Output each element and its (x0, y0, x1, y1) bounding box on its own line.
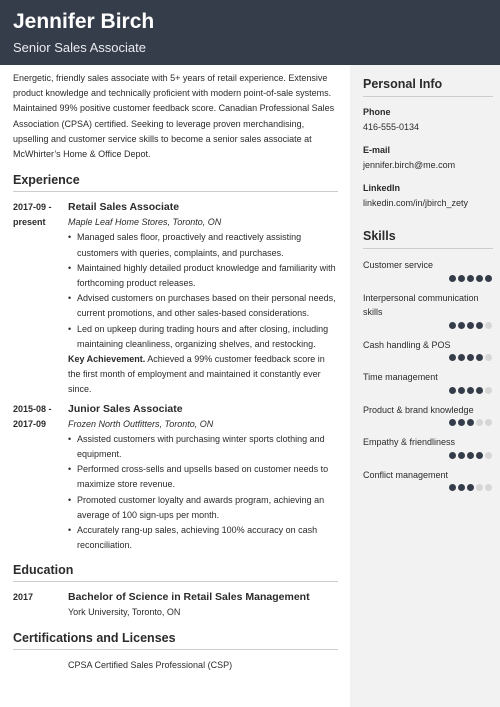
job-body (68, 200, 338, 397)
rating-dot-filled-icon (458, 484, 465, 491)
job-entry (13, 200, 338, 397)
summary-paragraph: Energetic, friendly sales associate with 5+ years of retail experience. Extensive product knowledge and technically proficient with modern point-of-sale systems. Maintained 99% positive customer feedback score. Canadian Professional Sales Association (CPSA) certified. Seeking to leverage proven merchandising, upselling and customer service skills to become a senior sales associate at McWhirter’s Home & Office Depot. (13, 73, 335, 160)
email-value[interactable]: jennifer.birch@me.com (363, 160, 456, 170)
job-role: Retail Sales Associate (68, 201, 180, 214)
rating-dot-filled-icon (449, 484, 456, 491)
rating-dot-empty-icon (485, 452, 492, 459)
rating-dot-filled-icon (467, 387, 474, 394)
rating-dot-filled-icon (458, 387, 465, 394)
skill-item (363, 258, 493, 282)
key-achievement (68, 352, 338, 398)
certification-date-spacer (13, 658, 68, 673)
skill-name: Interpersonal communication skills (363, 292, 479, 317)
skill-rating (363, 275, 493, 282)
rating-dot-filled-icon (467, 322, 474, 329)
education-body (68, 590, 338, 620)
skill-rating (363, 452, 493, 459)
rating-dot-filled-icon (476, 354, 483, 361)
rating-dot-filled-icon (449, 419, 456, 426)
rating-dot-filled-icon (458, 452, 465, 459)
email-label: E-mail (363, 145, 391, 155)
job-dates (13, 200, 68, 397)
rating-dot-empty-icon (485, 484, 492, 491)
job-dates (13, 402, 68, 554)
phone-value: 416-555-0134 (363, 122, 420, 132)
rating-dot-empty-icon (485, 322, 492, 329)
job-date-start: 2015-08 - (13, 403, 52, 414)
certifications-heading: Certifications and Licenses (13, 630, 338, 650)
rating-dot-filled-icon (476, 322, 483, 329)
rating-dot-empty-icon (476, 484, 483, 491)
rating-dot-empty-icon (485, 354, 492, 361)
skills-list (363, 258, 493, 491)
job-bullet: • Performed cross-sells and upsells based on customer needs to maximize store revenue. (68, 462, 338, 492)
skill-name: Conflict management (363, 469, 449, 480)
rating-dot-filled-icon (467, 354, 474, 361)
linkedin-value[interactable]: linkedin.com/in/jbirch_zety (363, 198, 469, 208)
job-company: Frozen North Outfitters, Toronto, ON (68, 418, 214, 429)
personal-info-heading: Personal Info (363, 76, 493, 97)
skill-rating (363, 354, 493, 361)
job-bullet: • Maintained highly detailed product knowledge and familiarity with forthcoming product releases. (68, 261, 338, 291)
candidate-title: Senior Sales Associate (13, 40, 146, 55)
experience-heading: Experience (13, 172, 338, 192)
job-date-end: 2017-09 (13, 418, 47, 429)
skill-name: Cash handling & POS (363, 339, 451, 350)
main-column (13, 71, 338, 673)
rating-dot-filled-icon (467, 275, 474, 282)
skill-name: Product & brand knowledge (363, 404, 474, 415)
skill-rating (363, 484, 493, 491)
resume-header (0, 0, 500, 65)
rating-dot-filled-icon (485, 275, 492, 282)
job-body (68, 402, 338, 554)
rating-dot-empty-icon (485, 387, 492, 394)
rating-dot-filled-icon (458, 322, 465, 329)
skill-item (363, 370, 493, 394)
rating-dot-filled-icon (467, 452, 474, 459)
education-entry (13, 590, 338, 620)
rating-dot-filled-icon (458, 419, 465, 426)
job-bullets (68, 432, 338, 554)
certification-entry (13, 658, 338, 673)
education-degree: Bachelor of Science in Retail Sales Management (68, 591, 310, 604)
rating-dot-filled-icon (449, 275, 456, 282)
key-achievement-text: Achieved a 99% customer feedback score in the first month of employment and maintained it constantly ever since. (68, 354, 325, 395)
job-bullet: • Accurately rang-up sales, achieving 100% accuracy on cash reconciliation. (68, 523, 338, 553)
job-bullet: • Assisted customers with purchasing winter sports clothing and equipment. (68, 432, 338, 462)
rating-dot-filled-icon (458, 354, 465, 361)
skill-rating (363, 322, 493, 329)
rating-dot-filled-icon (458, 275, 465, 282)
key-achievement-label: Key Achievement. (68, 354, 146, 365)
skill-item (363, 403, 493, 427)
skill-name: Time management (363, 372, 438, 382)
skill-item (363, 468, 493, 492)
rating-dot-filled-icon (449, 354, 456, 361)
sidebar-content (363, 76, 493, 500)
rating-dot-empty-icon (476, 419, 483, 426)
skill-item (363, 435, 493, 459)
rating-dot-empty-icon (485, 419, 492, 426)
rating-dot-filled-icon (467, 419, 474, 426)
education-school: York University, Toronto, ON (68, 607, 181, 618)
linkedin-label: LinkedIn (363, 183, 401, 193)
rating-dot-filled-icon (449, 322, 456, 329)
rating-dot-filled-icon (449, 387, 456, 394)
rating-dot-filled-icon (476, 452, 483, 459)
job-date-end: present (13, 217, 46, 228)
job-bullet: • Promoted customer loyalty and awards program, achieving an average of 100 sign-ups per month. (68, 493, 338, 523)
skill-name: Customer service (363, 260, 434, 270)
candidate-name: Jennifer Birch (13, 10, 155, 33)
job-entry (13, 402, 338, 554)
skill-item (363, 291, 493, 329)
job-company: Maple Leaf Home Stores, Toronto, ON (68, 217, 222, 228)
skills-heading: Skills (363, 228, 493, 249)
skill-rating (363, 387, 493, 394)
certification-item: CPSA Certified Sales Professional (CSP) (68, 659, 233, 670)
phone-label: Phone (363, 107, 391, 117)
sidebar (350, 65, 500, 707)
job-bullet: • Advised customers on purchases based on their personal needs, current promotions, and other sales-based considerations. (68, 291, 338, 321)
rating-dot-filled-icon (449, 452, 456, 459)
job-bullet: • Managed sales floor, proactively and reactively assisting customers with queries, complaints, and purchases. (68, 230, 338, 260)
job-bullets (68, 230, 338, 352)
rating-dot-filled-icon (476, 387, 483, 394)
education-heading: Education (13, 562, 338, 582)
skill-name: Empathy & friendliness (363, 437, 456, 447)
job-date-start: 2017-09 - (13, 202, 52, 213)
rating-dot-filled-icon (476, 275, 483, 282)
rating-dot-filled-icon (467, 484, 474, 491)
job-role: Junior Sales Associate (68, 402, 183, 415)
skill-item (363, 338, 493, 362)
skill-rating (363, 419, 493, 426)
job-bullet: • Led on upkeep during trading hours and after closing, including maintaining cleanliness, organizing shelves, and restocking. (68, 322, 338, 352)
education-date: 2017 (13, 592, 34, 603)
